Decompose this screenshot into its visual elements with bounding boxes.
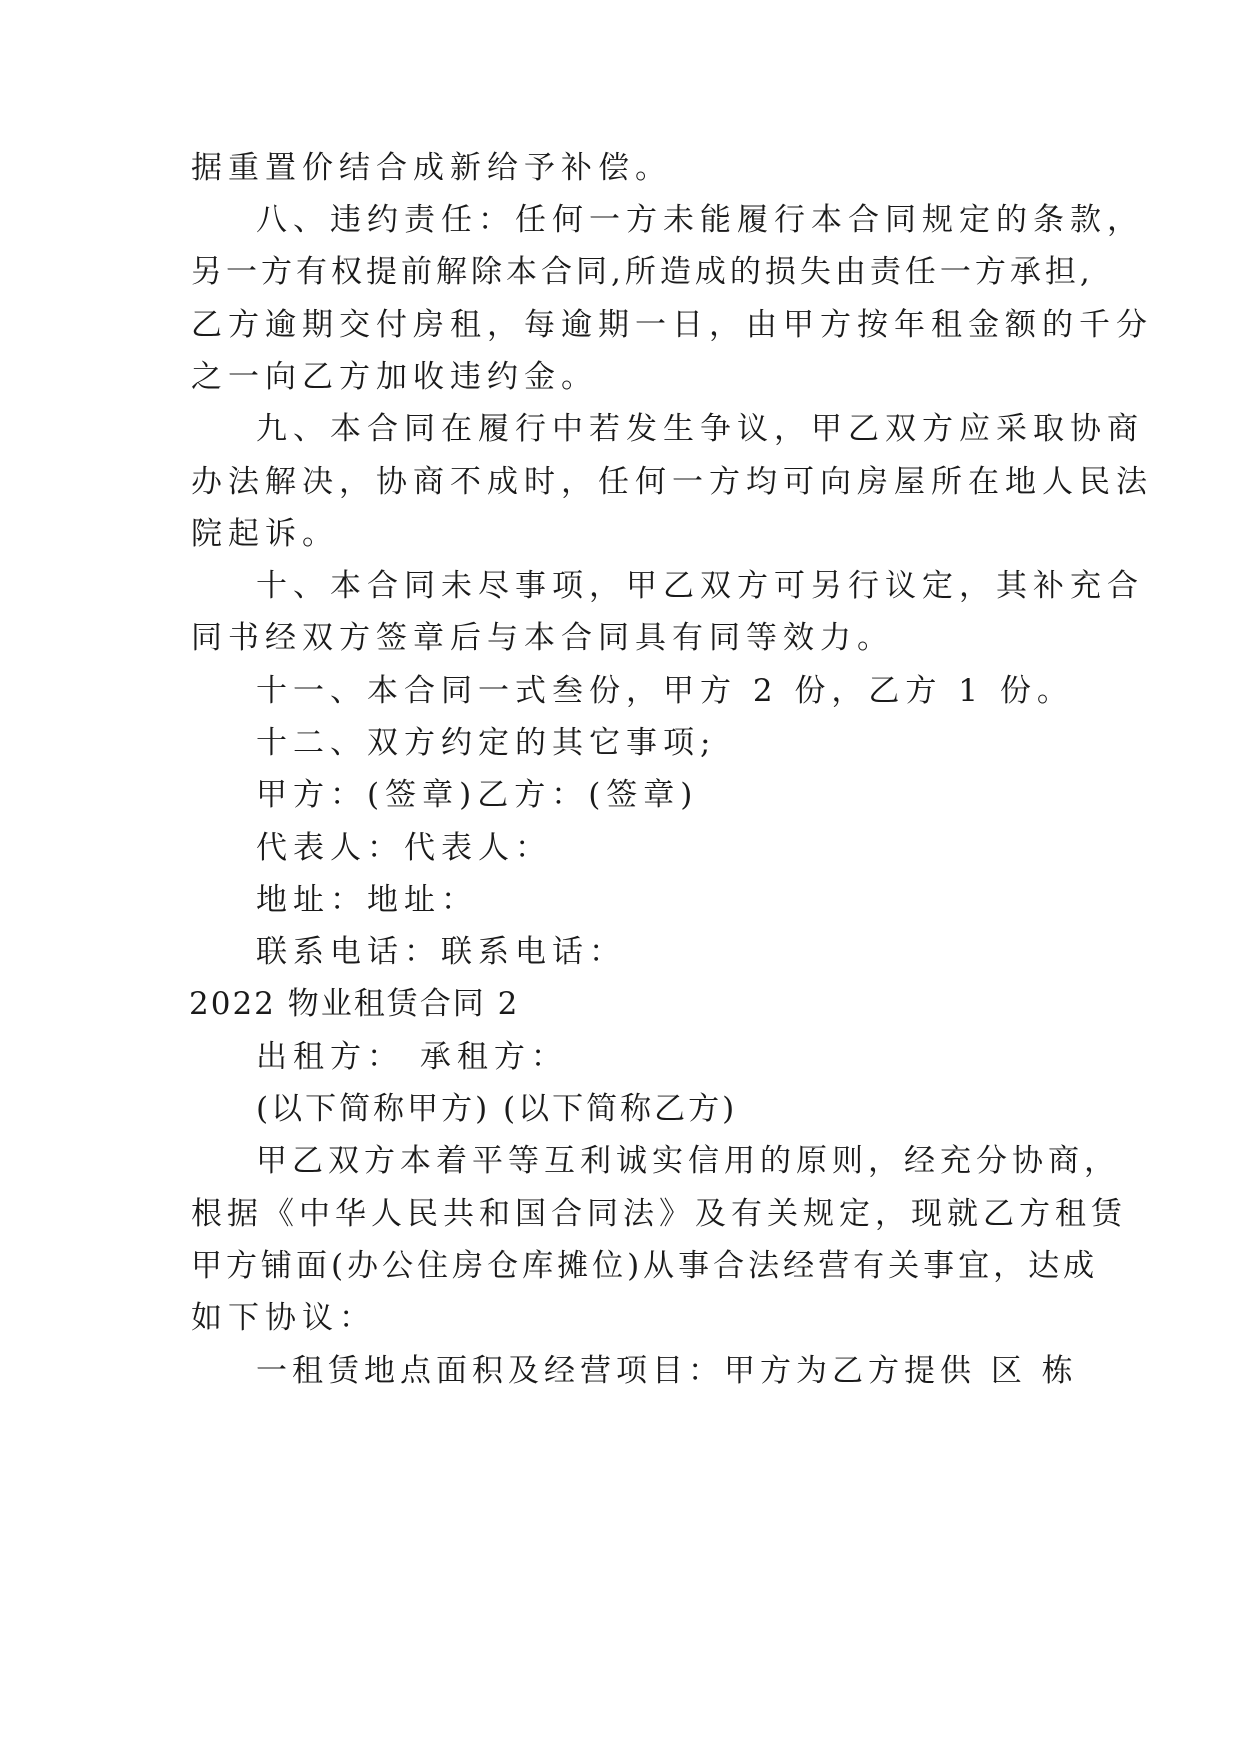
clause-9-title: 九、本合同在履行中若发生争议，甲乙双方应采取协商 [256,411,1144,447]
parties-line: 出租方： 承租方： [256,1039,568,1075]
text-line: 办法解决，协商不成时，任何一方均可向房屋所在地人民法 [191,464,1153,500]
signature-line: 甲方：(签章)乙方：(签章) [256,777,699,813]
text-line: 甲方铺面(办公住房仓库摊位)从事合法经营有关事宜，达成 [191,1248,1099,1284]
phone-line: 联系电话：联系电话： [256,934,626,970]
clause-11-title: 十一、本合同一式叁份，甲方 2 份，乙方 1 份。 [256,673,1074,709]
clause-10-title: 十、本合同未尽事项，甲乙双方可另行议定，其补充合 [256,568,1144,604]
representative-line: 代表人：代表人： [256,830,552,866]
text-line: 同书经双方签章后与本合同具有同等效力。 [191,620,894,656]
preamble-line: 甲乙双方本着平等互利诚实信用的原则，经充分协商， [256,1143,1120,1179]
text-line: 据重置价结合成新给予补偿。 [191,150,672,186]
text-line: 如下协议： [191,1300,376,1336]
clause-8-title: 八、违约责任：任何一方未能履行本合同规定的条款， [256,202,1144,238]
clause-1-title: 一租赁地点面积及经营项目：甲方为乙方提供 区 栋 [256,1353,1078,1389]
address-line: 地址：地址： [256,882,478,918]
clause-12-title: 十二、双方约定的其它事项; [256,725,717,761]
text-line: 之一向乙方加收违约金。 [191,359,598,395]
text-line: 院起诉。 [191,516,339,552]
section-heading: 2022 物业租赁合同 2 [189,986,520,1022]
text-line: 根据《中华人民共和国合同法》及有关规定，现就乙方租赁 [191,1196,1127,1232]
text-line: 乙方逾期交付房租，每逾期一日，由甲方按年租金额的千分 [191,307,1153,343]
parties-abbrev-line: (以下简称甲方) (以下简称乙方) [256,1091,738,1127]
text-line: 另一方有权提前解除本合同,所造成的损失由责任一方承担, [191,254,1094,290]
